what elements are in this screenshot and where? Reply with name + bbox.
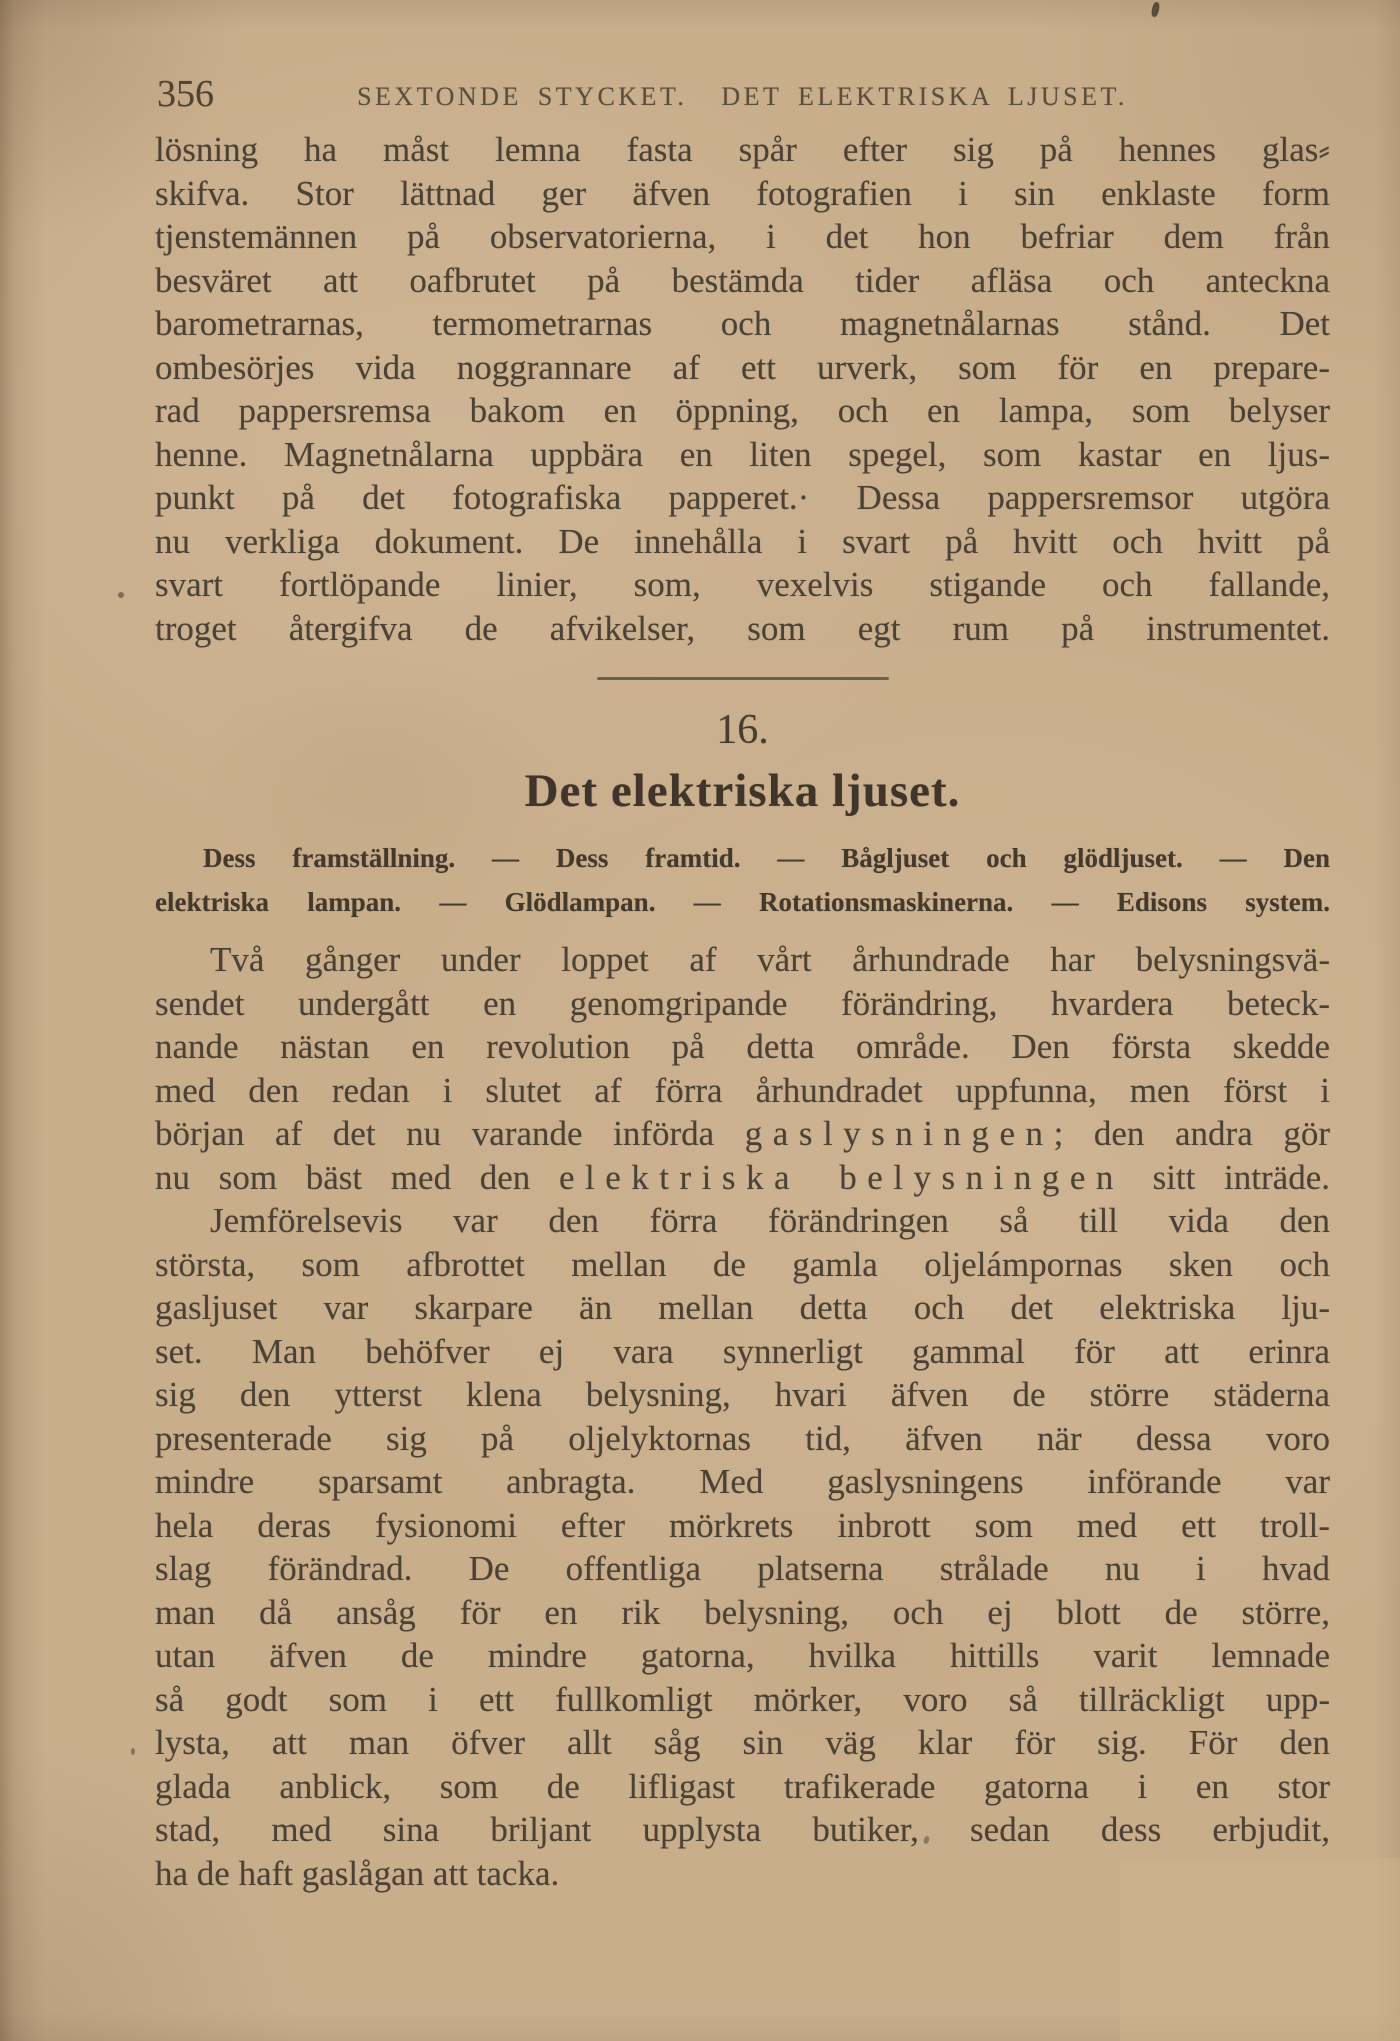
- text-segment: mindre sparsamt anbragta. Med gaslysningens införande var: [155, 1462, 1330, 1501]
- text-line: [155, 346, 1330, 390]
- text-segment: skifva. Stor lättnad ger äfven fotografien i sin enklaste form: [155, 173, 1330, 213]
- text-line: [155, 215, 1330, 259]
- text-segment: så godt som i ett fullkomligt mörker, voro så tillräckligt upp-: [155, 1679, 1330, 1719]
- text-segment: början af det nu varande införda: [155, 1114, 745, 1153]
- text-line: [155, 1808, 1330, 1852]
- text-segment: slag förändrad. De offentliga platserna strålade nu i hvad: [155, 1549, 1330, 1588]
- text-line: [155, 1243, 1330, 1287]
- text-segment: besväret att oafbrutet på bestämda tider afläsa och anteckna: [155, 260, 1330, 300]
- page-header: [155, 74, 1330, 118]
- paragraph-gaslight-transformation: [155, 1199, 1330, 1895]
- text-segment: tjenstemännen på observatorierna, i det hon befriar dem från: [155, 217, 1330, 256]
- text-segment: nande nästan en revolution på detta område. Den första skedde: [155, 1027, 1330, 1066]
- text-segment: utan äfven de mindre gatorna, hvilka hittills varit lemnade: [155, 1636, 1330, 1675]
- text-segment: troget återgifva de afvikelser, som egt rum på instrumentet.: [155, 608, 1330, 648]
- text-segment: punkt på det fotografiska papperet.· Dessa pappersremsor utgöra: [155, 478, 1330, 517]
- section-divider-rule: [597, 677, 889, 680]
- text-segment: Två gånger under loppet af vårt århundrade har belysningsvä-: [210, 940, 1330, 979]
- text-line: [155, 1156, 1330, 1200]
- text-segment: lysta, att man öfver allt såg sin väg klar för sig. För den: [155, 1723, 1330, 1762]
- text-line: [155, 1591, 1330, 1635]
- running-title-subject: DET ELEKTRISKA LJUSET.: [721, 82, 1128, 111]
- text-line: [155, 1025, 1330, 1069]
- text-line: [155, 1547, 1330, 1591]
- letter-spaced-emphasis: gaslysningen: [744, 1114, 1054, 1153]
- text-line: [155, 302, 1330, 346]
- text-line: [155, 1678, 1330, 1722]
- text-segment: största, som afbrottet mellan de gamla oljelámpornas sken och: [155, 1244, 1330, 1284]
- ink-speck: [131, 1748, 135, 1755]
- text-line: [155, 1373, 1330, 1417]
- text-segment: sendet undergått en genomgripande förändring, hvardera beteck-: [155, 983, 1330, 1023]
- text-line: [155, 1417, 1330, 1461]
- text-segment: man då ansåg för en rik belysning, och ej blott de större,: [155, 1592, 1330, 1632]
- running-title-chapter: SEXTONDE STYCKET.: [357, 82, 688, 111]
- text-segment: set. Man behöfver ej vara synnerligt gammal för att erinra: [155, 1331, 1330, 1371]
- letter-spaced-emphasis: elektriska belysningen: [558, 1157, 1124, 1197]
- text-line: [155, 563, 1330, 607]
- text-segment: gasljuset var skarpare än mellan detta och det elektriska lju-: [155, 1288, 1330, 1327]
- text-segment: lösning ha måst lemna fasta spår efter sig på hennes glas⸗: [155, 130, 1330, 169]
- text-line: [155, 1286, 1330, 1330]
- text-segment: nu verkliga dokument. De innehålla i svart på hvitt och hvitt på: [155, 521, 1330, 561]
- text-segment: ; den andra gör: [1053, 1114, 1330, 1153]
- subtitle-line: [155, 880, 1330, 924]
- text-line: [155, 1199, 1330, 1243]
- text-segment: svart fortlöpande linier, som, vexelvis stigande och fallande,: [155, 565, 1330, 604]
- page-body: [155, 128, 1330, 1895]
- text-line: [155, 172, 1330, 216]
- text-segment: ombesörjes vida noggrannare af ett urverk, som för en prepare-: [155, 347, 1330, 387]
- text-segment: Jemförelsevis var den förra förändringen så till vida den: [210, 1201, 1330, 1240]
- text-segment: hela deras fysionomi efter mörkrets inbrott som med ett troll-: [155, 1505, 1330, 1545]
- text-line: [155, 128, 1330, 172]
- text-line: [155, 259, 1330, 303]
- text-line: [155, 389, 1330, 433]
- text-line: [155, 607, 1330, 651]
- text-line: [155, 1330, 1330, 1374]
- ink-speck: [1151, 1, 1161, 17]
- text-line: [155, 1504, 1330, 1548]
- text-segment: rad pappersremsa bakom en öppning, och en lampa, som belyser: [155, 391, 1330, 430]
- scan-light-patch: [1120, 1858, 1400, 2041]
- text-segment: elektriska lampan. — Glödlampan. — Rotationsmaskinerna. — Edisons system.: [155, 887, 1330, 917]
- section-subtitle: [155, 836, 1330, 924]
- text-line: [155, 1765, 1330, 1809]
- page-number: 356: [157, 73, 214, 115]
- text-segment: henne. Magnetnålarna uppbära en liten spegel, som kastar en ljus-: [155, 434, 1330, 474]
- section-title: Det elektriska ljuset.: [524, 765, 961, 817]
- intro-paragraphs: [155, 128, 1330, 650]
- text-line: [155, 1634, 1330, 1678]
- running-title: [155, 82, 1330, 112]
- text-segment: barometrarnas, termometrarnas och magnetnålarnas stånd. Det: [155, 304, 1330, 343]
- paragraph-two-lighting-revolutions: [155, 938, 1330, 1199]
- subtitle-line: [155, 836, 1330, 880]
- text-segment: stad, med sina briljant upplysta butiker, sedan dess erbjudit,: [155, 1810, 1330, 1849]
- text-line: [155, 1069, 1330, 1113]
- text-segment: glada anblick, som de lifligast trafikerade gatorna i en stor: [155, 1766, 1330, 1806]
- text-line: [155, 1721, 1330, 1765]
- paragraph-photographic-registration: [155, 128, 1330, 650]
- text-segment: presenterade sig på oljelyktornas tid, äfven när dessa voro: [155, 1418, 1330, 1458]
- text-line: [155, 1112, 1330, 1156]
- text-segment: ha de haft gaslågan att tacka.: [155, 1853, 560, 1893]
- text-segment: sitt inträde.: [1123, 1157, 1330, 1197]
- text-line: [155, 1460, 1330, 1504]
- text-line: [155, 520, 1330, 564]
- ink-speck: [118, 592, 124, 598]
- text-line: [155, 433, 1330, 477]
- section-paragraphs: [155, 938, 1330, 1895]
- text-line: [155, 938, 1330, 982]
- text-segment: med den redan i slutet af förra århundradet uppfunna, men först i: [155, 1070, 1330, 1110]
- text-segment: sig den ytterst klena belysning, hvari äfven de större städerna: [155, 1375, 1330, 1414]
- text-line: [155, 476, 1330, 520]
- section-number: 16.: [716, 707, 769, 753]
- text-line: [155, 982, 1330, 1026]
- text-segment: Dess framställning. — Dess framtid. — Bågljuset och glödljuset. — Den: [203, 843, 1330, 873]
- text-segment: nu som bäst med den: [155, 1157, 559, 1197]
